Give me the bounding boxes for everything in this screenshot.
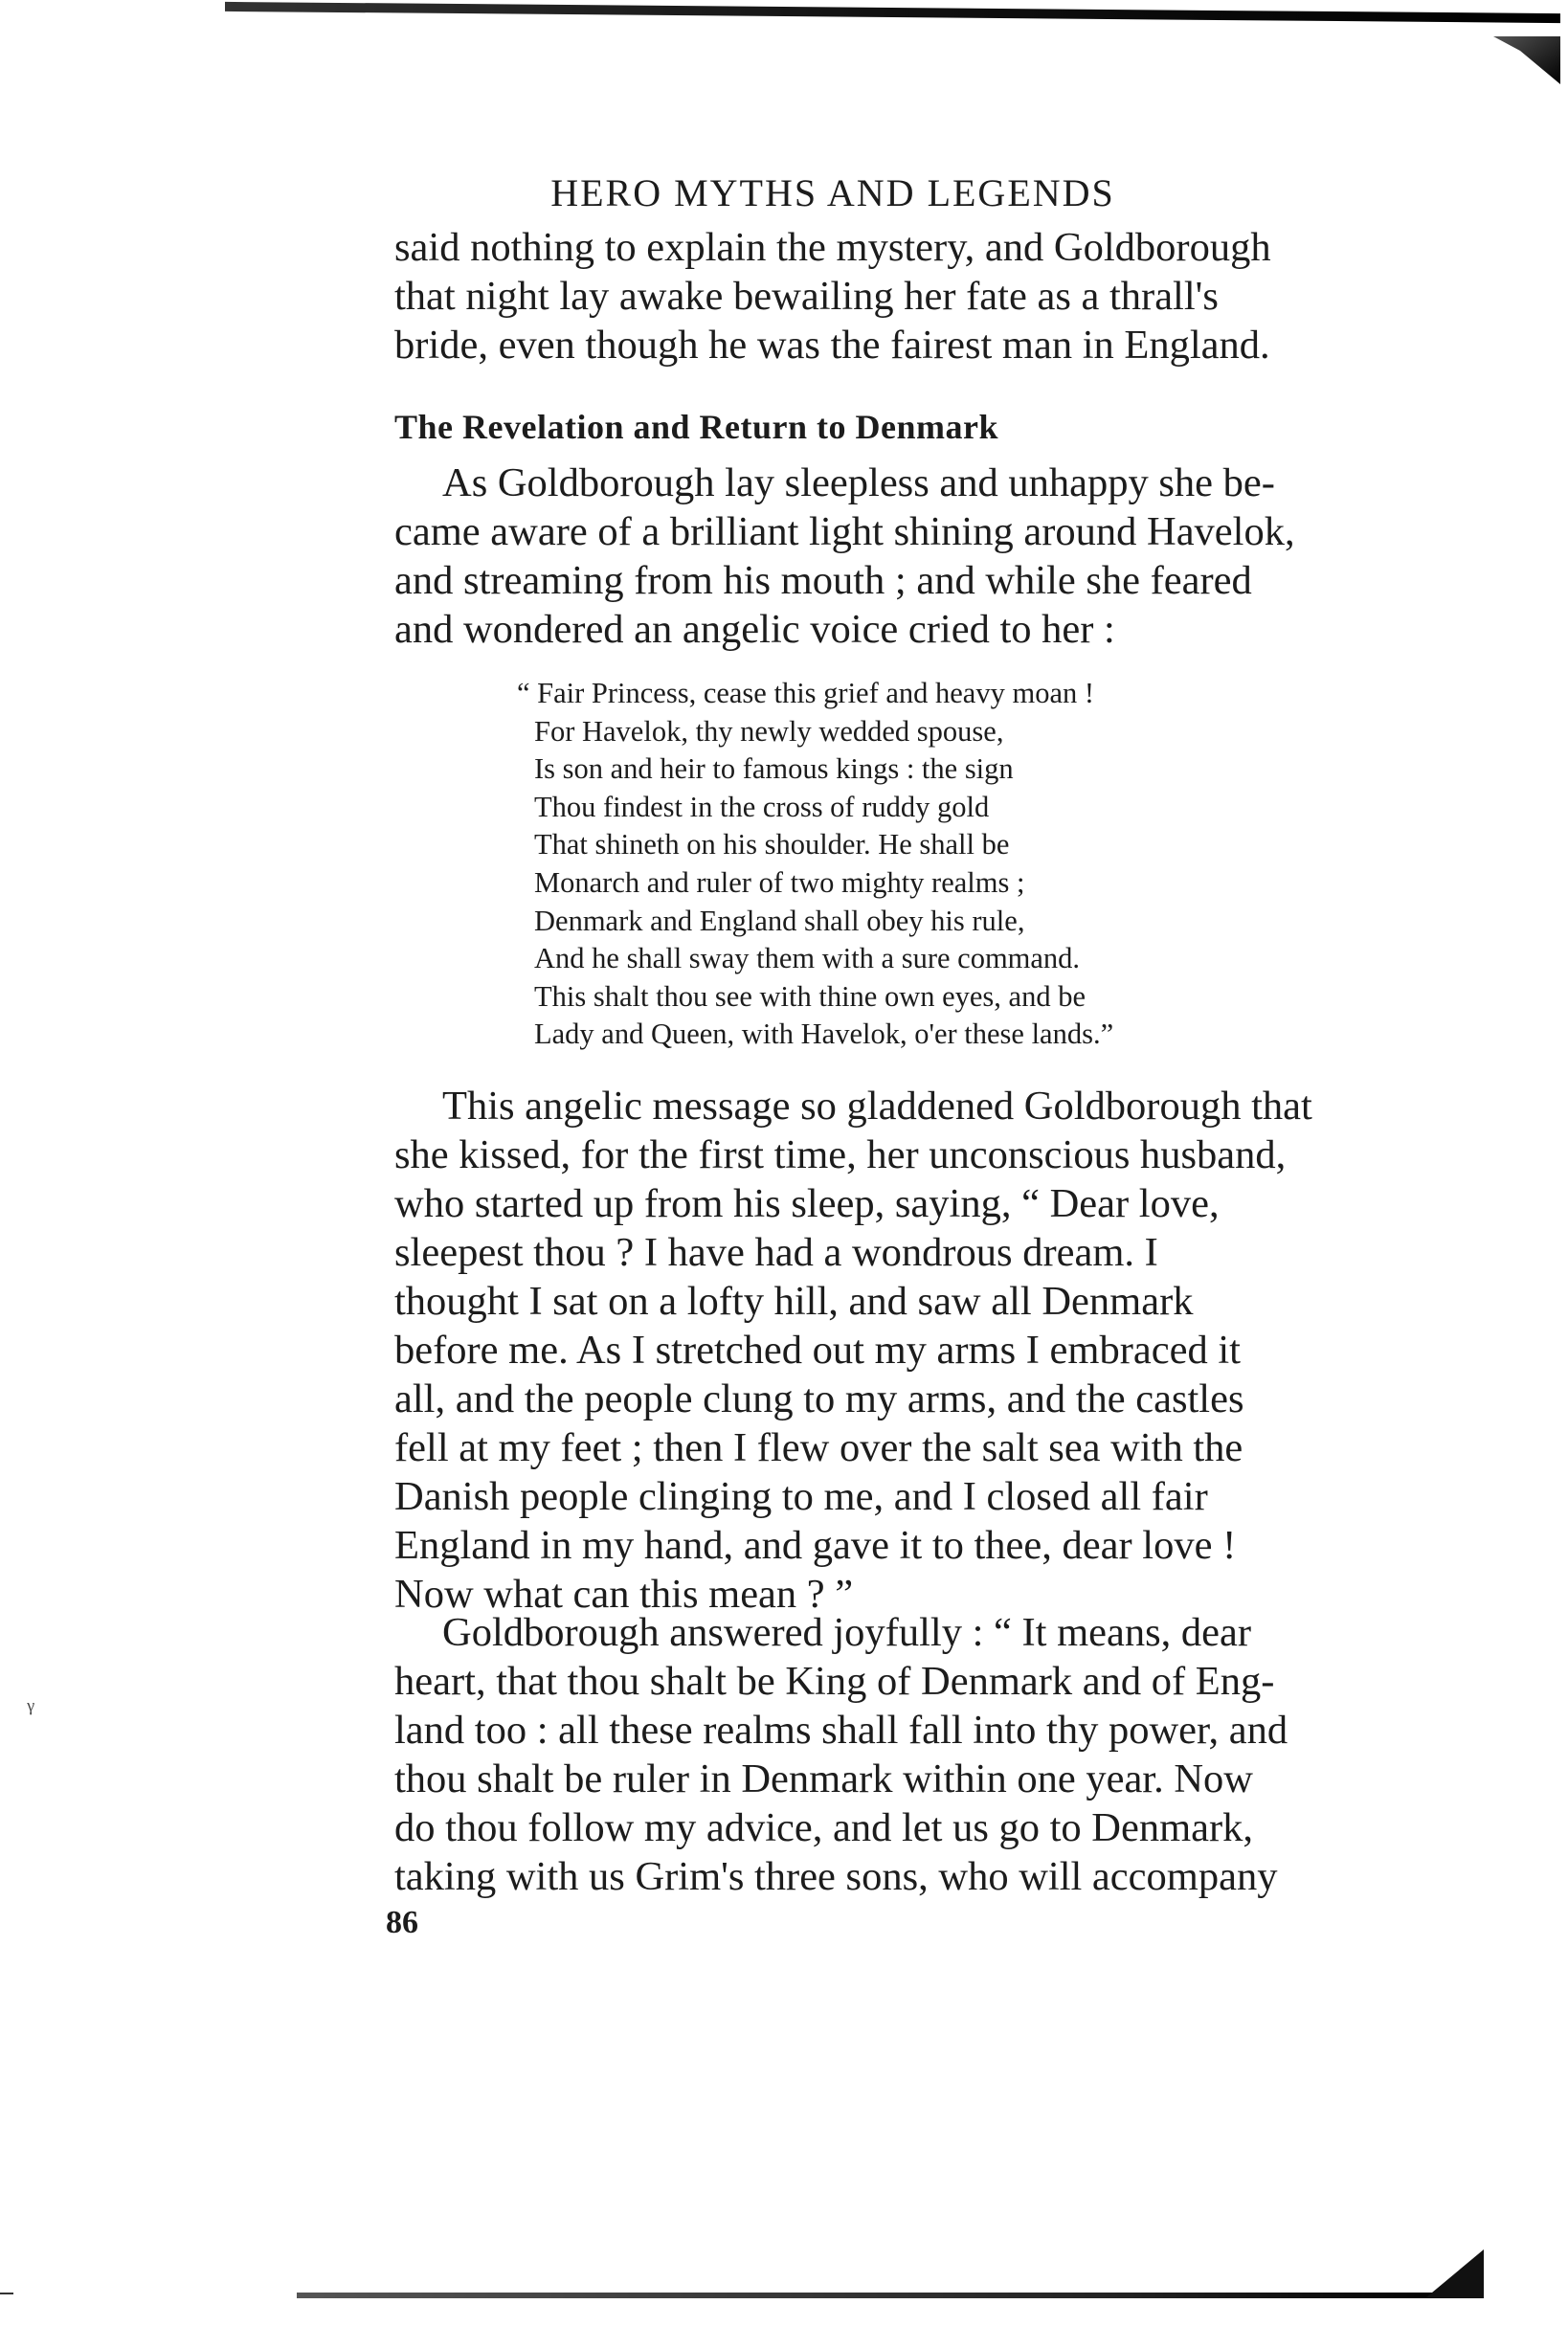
text-line: thought I sat on a lofty hill, and saw all Denmark: [394, 1279, 1194, 1324]
verse-line: Monarch and ruler of two mighty realms ;: [534, 865, 1025, 899]
text-line: said nothing to explain the mystery, and Goldborough: [394, 225, 1271, 270]
text-line: Now what can this mean ? ”: [394, 1572, 854, 1617]
text-line: that night lay awake bewailing her fate as a thrall's: [394, 274, 1219, 319]
verse-line: Lady and Queen, with Havelok, o'er these lands.”: [534, 1018, 1114, 1051]
text-line: thou shalt be ruler in Denmark within one year. Now: [394, 1756, 1254, 1801]
verse-line: That shineth on his shoulder. He shall be: [534, 828, 1010, 861]
verse-line: This shalt thou see with thine own eyes, and be: [534, 979, 1086, 1013]
text-line: heart, that thou shalt be King of Denmark and of Eng-: [394, 1659, 1275, 1704]
verse-line: Is son and heir to famous kings : the sign: [534, 752, 1014, 786]
text-line: do thou follow my advice, and let us go to Denmark,: [394, 1805, 1254, 1850]
text-line: Danish people clinging to me, and I closed all fair: [394, 1474, 1208, 1519]
verse-line: Denmark and England shall obey his rule,: [534, 904, 1025, 937]
opening-lines: [394, 223, 1447, 369]
paragraph-three: [394, 1608, 1447, 1901]
text-line: England in my hand, and gave it to thee, dear love !: [394, 1523, 1237, 1568]
page-number: 86: [386, 1905, 418, 1940]
top-rule-ink-smudge: [1493, 36, 1560, 84]
edge-ink-mark: [0, 2293, 13, 2294]
verse-line: And he shall sway them with a sure command.: [534, 942, 1081, 975]
text-line: who started up from his sleep, saying, “ Dear love,: [394, 1181, 1220, 1226]
text-line: Goldborough answered joyfully : “ It means, dear: [442, 1610, 1252, 1655]
text-line: and streaming from his mouth ; and while she feared: [394, 558, 1252, 603]
text-line: As Goldborough lay sleepless and unhappy she be-: [442, 460, 1275, 505]
bottom-printer-rule: [297, 2293, 1484, 2298]
section-heading: The Revelation and Return to Denmark: [394, 408, 998, 446]
running-head: HERO MYTHS AND LEGENDS: [550, 171, 1115, 214]
verse-quotation: [517, 675, 1113, 1054]
text-line: This angelic message so gladdened Goldborough that: [442, 1084, 1312, 1129]
verse-line: “ Fair Princess, cease this grief and heavy moan !: [517, 677, 1095, 709]
text-line: all, and the people clung to my arms, and the castles: [394, 1376, 1244, 1421]
text-line: taking with us Grim's three sons, who will accompany: [394, 1854, 1278, 1899]
bottom-rule-ink-smudge: [1426, 2249, 1484, 2297]
paragraph-two: [394, 1082, 1447, 1619]
top-printer-rule: [225, 2, 1560, 23]
verse-line: Thou findest in the cross of ruddy gold: [534, 790, 990, 823]
margin-ink-mark: ᵞ: [27, 1694, 34, 1726]
text-line: before me. As I stretched out my arms I embraced it: [394, 1328, 1241, 1373]
text-line: sleepest thou ? I have had a wondrous dream. I: [394, 1230, 1158, 1275]
text-line: land too : all these realms shall fall into thy power, and: [394, 1708, 1288, 1753]
text-line: and wondered an angelic voice cried to her :: [394, 607, 1115, 652]
paragraph-one: [394, 459, 1447, 654]
text-line: fell at my feet ; then I flew over the salt sea with the: [394, 1425, 1243, 1470]
text-line: came aware of a brilliant light shining around Havelok,: [394, 509, 1295, 554]
text-line: she kissed, for the first time, her unconscious husband,: [394, 1132, 1287, 1177]
verse-line: For Havelok, thy newly wedded spouse,: [534, 714, 1004, 748]
text-line: bride, even though he was the fairest man in England.: [394, 323, 1270, 368]
